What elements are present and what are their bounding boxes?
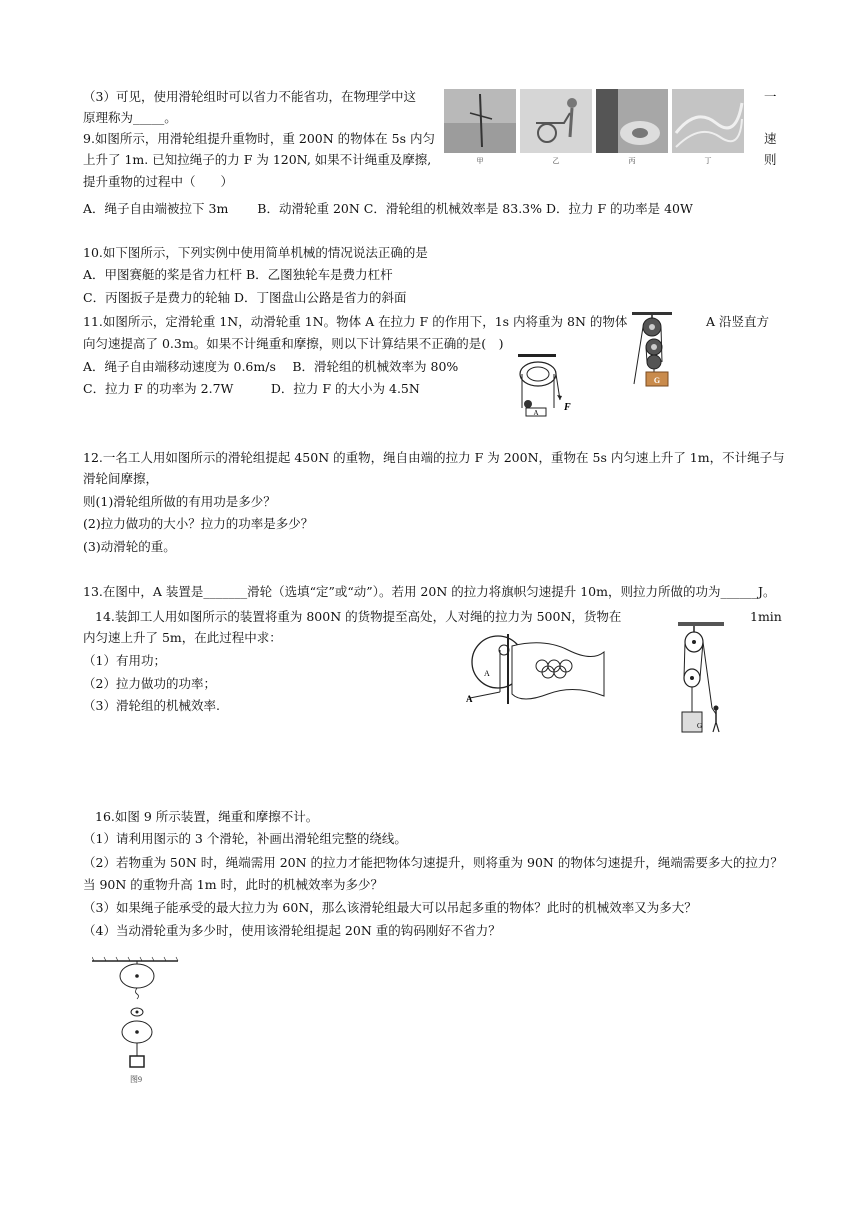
q14-line-5: （3）滑轮组的机械效率.: [83, 698, 220, 713]
flag-fig-label-a-lower: A: [466, 694, 473, 704]
simple-machines-photos: [444, 89, 744, 165]
q8-line-2-end: 。: [164, 110, 177, 125]
q16-line-6: （4）当动滑轮重为多少时，使用该滑轮组提起 20N 重的钩码刚好不省力？: [83, 923, 501, 938]
q10-line-1: 10.如下图所示，下列实例中使用简单机械的情况说法正确的是: [83, 245, 428, 260]
figure-9-pulleys: [92, 952, 182, 1086]
q12-line-5: (3)动滑轮的重。: [83, 539, 176, 554]
q11-line-3: A．绳子自由端移动速度为 0.6m/s B．滑轮组的机械效率为 80%: [83, 359, 459, 374]
q9-options: A．绳子自由端被拉下 3m B．动滑轮重 20N C．滑轮组的机械效率是 83.3% D．拉力 F 的功率是 40W: [83, 201, 693, 216]
q8-answer-blank: _____: [133, 110, 165, 125]
q11-pulley-block-figure: [628, 312, 678, 388]
q12-line-3: 则(1)滑轮组所做的有用功是多少？: [83, 494, 276, 509]
photo-label-yi: 乙: [552, 157, 560, 165]
worker-pulley-figure: [676, 622, 726, 734]
q16-line-2: （1）请利用图示的 3 个滑轮，补画出滑轮组完整的绕线。: [83, 831, 407, 846]
q10-line-2: A．甲图赛艇的桨是省力杠杆 B．乙图独轮车是费力杠杆: [83, 267, 393, 282]
q16-line-3: （2）若物重为 50N 时，绳端需用 20N 的拉力才能把物体匀速提升，则将重为 90N 的物体匀速提升，绳端需要多大的拉力？: [83, 855, 783, 870]
q12-line-1: 12.一名工人用如图所示的滑轮组提起 450N 的重物，绳自由端的拉力 F 为 200N，重物在 5s 内匀速上升了 1m，不计绳子与: [83, 450, 785, 465]
q9-line-2: 上升了 1m. 已知拉绳子的力 F 为 120N, 如果不计绳重及摩擦,: [83, 152, 432, 167]
q14-line-3: （1）有用功；: [83, 653, 166, 668]
q10-line-3: C．丙图扳子是费力的轮轴 D．丁图盘山公路是省力的斜面: [83, 290, 407, 305]
q14-line-1-right: 1min: [750, 609, 782, 624]
q11-fig-label-g: G: [653, 376, 661, 385]
q9-line-1: 9.如图所示，用滑轮组提升重物时，重 200N 的物体在 5s 内匀: [83, 131, 435, 146]
q9-line-2-right: 则: [764, 152, 777, 167]
photo-label-ding: 丁: [704, 157, 712, 165]
q13-text: 13.在图中，A 装置是_______滑轮（选填“定”或“动”）。若用 20N 的拉力将旗帜匀速提升 10m，则拉力所做的功为______J。: [83, 584, 776, 599]
q8-line-2: [83, 110, 177, 126]
q11-line-2: 向匀速提高了 0.3m。如果不计绳重和摩擦，则以下计算结果不正确的是( ): [83, 336, 504, 351]
q12-line-4: (2)拉力做功的大小？拉力的功率是多少？: [83, 516, 314, 531]
q16-line-5: （3）如果绳子能承受的最大拉力为 60N，那么该滑轮组最大可以吊起多重的物体？此时的机械效率又为多大？: [83, 900, 697, 915]
worker-fig-label-g: G: [697, 722, 703, 730]
flag-pole-figure: [464, 632, 610, 704]
q14-line-4: （2）拉力做功的功率；: [83, 676, 216, 691]
q16-line-4: 当 90N 的重物升高 1m 时，此时的机械效率为多少？: [83, 877, 384, 892]
q9-line-1-right: 速: [764, 131, 777, 146]
figure-9-caption: 图9: [130, 1075, 142, 1084]
q14-line-2: 内匀速上升了 5m，在此过程中求：: [83, 630, 282, 645]
q11-line-1: 11.如图所示，定滑轮重 1N，动滑轮重 1N。物体 A 在拉力 F 的作用下，1s 内将重为 8N 的物体: [83, 314, 628, 329]
q11-line-1-right: A 沿竖直方: [706, 314, 770, 329]
photo-label-bing: 丙: [628, 157, 636, 165]
q11-fig-label-a: A: [533, 409, 539, 417]
q8-line-1-right: 一: [764, 89, 777, 104]
photo-label-jia: 甲: [476, 157, 484, 165]
q14-line-1: 14.装卸工人用如图所示的装置将重为 800N 的货物提至高处，人对绳的拉力为 500N，货物在: [95, 609, 622, 624]
q11-fig-label-f: F: [564, 402, 571, 413]
q11-line-4: C．拉力 F 的功率为 2.7W D．拉力 F 的大小为 4.5N: [83, 381, 420, 396]
q11-pulley-figure: [508, 352, 588, 426]
q16-line-1: 16.如图 9 所示装置，绳重和摩擦不计。: [95, 809, 319, 824]
q8-line-1: （3）可见，使用滑轮组时可以省力不能省功，在物理学中这: [83, 89, 416, 104]
q9-line-3: 提升重物的过程中（ ）: [83, 174, 234, 189]
q12-line-2: 滑轮间摩擦，: [83, 471, 159, 486]
flag-fig-label-a-upper: A: [484, 669, 490, 678]
q8-line-2-text: 原理称为: [83, 110, 134, 125]
